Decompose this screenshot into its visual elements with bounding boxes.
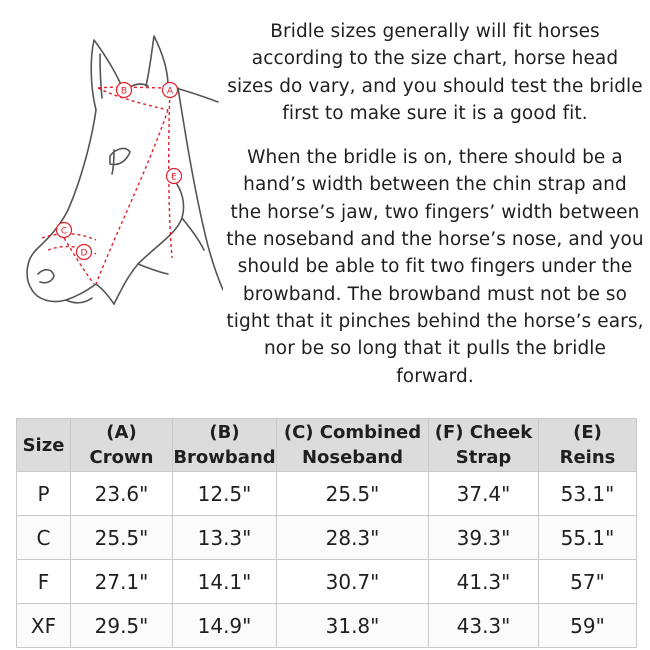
cell-reins: 53.1" <box>539 472 637 516</box>
cell-cheek-strap: 37.4" <box>429 472 539 516</box>
header-browband: (B) Browband <box>173 419 277 472</box>
svg-text:B: B <box>120 86 128 97</box>
header-reins: (E) Reins <box>539 419 637 472</box>
header-cheek-strap: (F) Cheek Strap <box>429 419 539 472</box>
bridle-dashed-lines <box>42 87 172 284</box>
horse-head-outline <box>27 36 223 304</box>
table-row <box>17 472 637 516</box>
svg-text:C: C <box>60 226 68 237</box>
marker-b <box>117 83 132 98</box>
cell-crown: 25.5" <box>71 516 173 560</box>
marker-e <box>167 169 182 184</box>
marker-a <box>163 83 178 98</box>
svg-text:A: A <box>166 86 174 97</box>
cell-noseband: 25.5" <box>277 472 429 516</box>
table-row <box>17 516 637 560</box>
cell-cheek-strap: 43.3" <box>429 604 539 648</box>
table-header-row <box>17 419 637 472</box>
size-chart-table <box>16 418 637 648</box>
header-noseband: (C) Combined Noseband <box>277 419 429 472</box>
cell-cheek-strap: 41.3" <box>429 560 539 604</box>
cell-crown: 29.5" <box>71 604 173 648</box>
cell-cheek-strap: 39.3" <box>429 516 539 560</box>
header-crown: (A) Crown <box>71 419 173 472</box>
cell-size: XF <box>17 604 71 648</box>
cell-reins: 57" <box>539 560 637 604</box>
svg-text:D: D <box>80 248 88 259</box>
horse-head-diagram <box>18 28 223 308</box>
fitting-instructions <box>226 18 644 390</box>
cell-browband: 13.3" <box>173 516 277 560</box>
cell-crown: 23.6" <box>71 472 173 516</box>
marker-c <box>57 223 72 238</box>
svg-text:E: E <box>171 172 177 183</box>
cell-size: C <box>17 516 71 560</box>
cell-noseband: 30.7" <box>277 560 429 604</box>
cell-browband: 14.9" <box>173 604 277 648</box>
cell-size: P <box>17 472 71 516</box>
cell-size: F <box>17 560 71 604</box>
cell-browband: 14.1" <box>173 560 277 604</box>
table-row <box>17 560 637 604</box>
table-row <box>17 604 637 648</box>
marker-d <box>77 245 92 260</box>
cell-browband: 12.5" <box>173 472 277 516</box>
cell-reins: 59" <box>539 604 637 648</box>
cell-noseband: 31.8" <box>277 604 429 648</box>
instruction-paragraph-2: When the bridle is on, there should be a hand’s width between the chin strap and the horse’s jaw, two fingers’ width between the noseband and the horse’s nose, and you should be able to fit two fingers under the browband. The browband must not be so tight that it pinches behind the horse’s ears, nor be so long that it pulls the bridle forward. <box>226 147 644 387</box>
cell-noseband: 28.3" <box>277 516 429 560</box>
instruction-paragraph-1: Bridle sizes generally will fit horses according to the size chart, horse head sizes do vary, and you should test the bridle first to make sure it is a good fit. <box>227 21 643 124</box>
header-size: Size <box>17 419 71 472</box>
cell-reins: 55.1" <box>539 516 637 560</box>
cell-crown: 27.1" <box>71 560 173 604</box>
